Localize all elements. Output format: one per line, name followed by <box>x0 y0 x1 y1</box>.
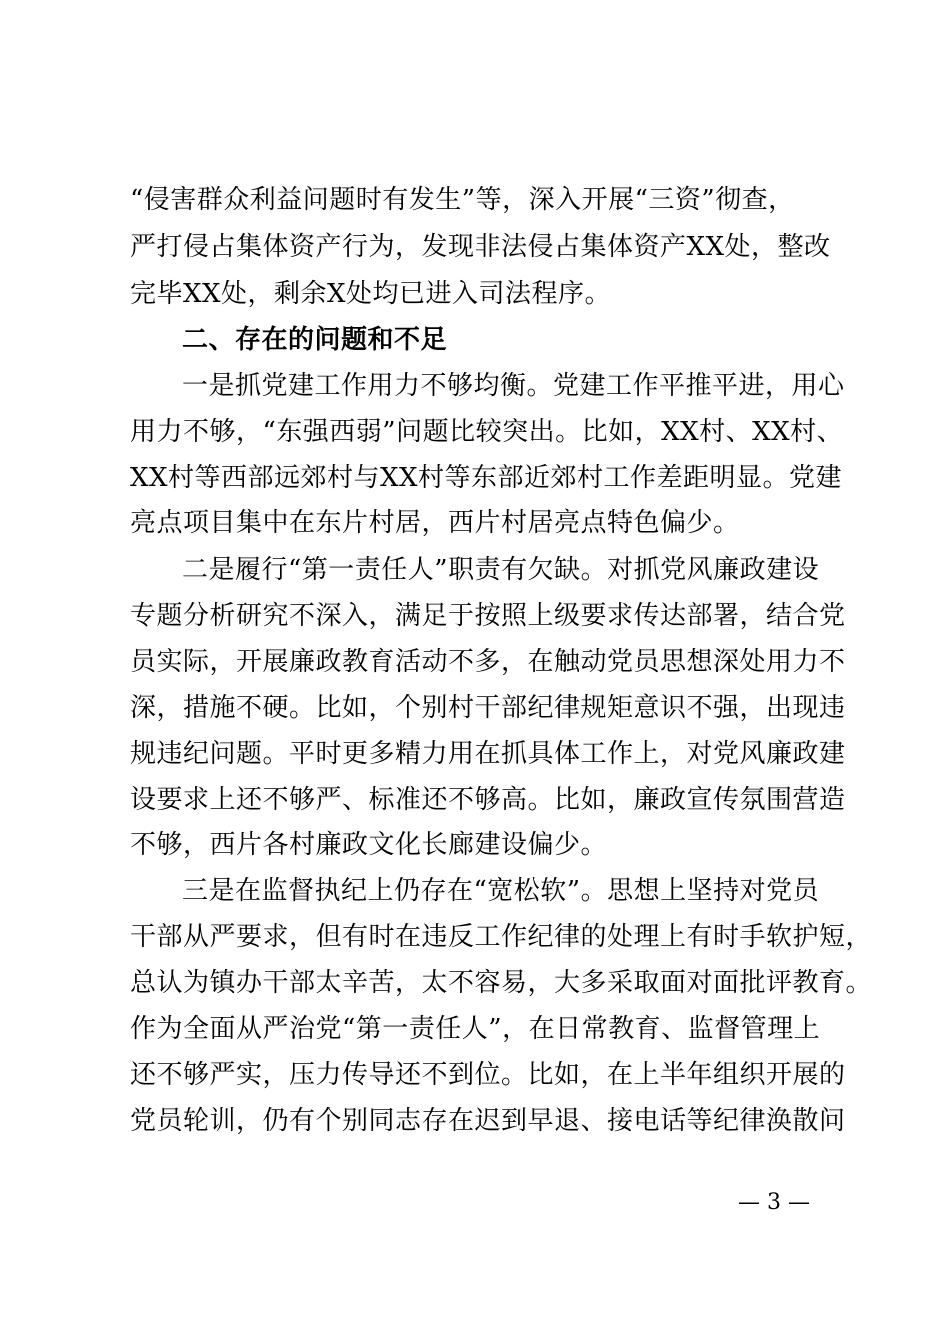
body-text-line: 党员轮训，仍有个别同志存在迟到早退、接电话等纪律涣散问 <box>130 1106 846 1136</box>
body-text-line: 设要求上还不够严、标准还不够高。比如，廉政宣传氛围营造 <box>130 785 846 815</box>
body-text-line: 专题分析研究不深入，满足于按照上级要求传达部署，结合党 <box>130 601 846 631</box>
body-text-line: 员实际，开展廉政教育活动不多，在触动党员思想深处用力不 <box>130 647 846 677</box>
body-text-line: 一是抓党建工作用力不够均衡。党建工作平推平进，用心 <box>182 371 845 401</box>
body-text-line: 三是在监督执纪上仍存在“宽松软”。思想上坚持对党员 <box>182 876 820 906</box>
body-text-line: 深，措施不硬。比如，个别村干部纪律规矩意识不强，出现违 <box>130 693 846 723</box>
body-text-line: 二是履行“第一责任人”职责有欠缺。对抓党风廉政建设 <box>182 555 820 585</box>
page-number: — 3 — <box>738 1190 810 1215</box>
body-text-line: 严打侵占集体资产行为，发现非法侵占集体资产XX处，整改 <box>130 232 831 262</box>
body-text-line: 不够，西片各村廉政文化长廊建设偏少。 <box>130 830 608 860</box>
body-text-line: 总认为镇办干部太辛苦，太不容易，大多采取面对面批评教育。 <box>130 968 873 998</box>
body-text-line: 完毕XX处，剩余X处均已进入司法程序。 <box>130 279 612 309</box>
body-text-line: 干部从严要求，但有时在违反工作纪律的处理上有时手软护短， <box>130 922 873 952</box>
body-text-line: 作为全面从严治党“第一责任人”，在日常教育、监督管理上 <box>130 1014 821 1044</box>
body-text-line: 规违纪问题。平时更多精力用在抓具体工作上，对党风廉政建 <box>130 739 846 769</box>
body-text-line: 亮点项目集中在东片村居，西片村居亮点特色偏少。 <box>130 508 740 538</box>
section-heading: 二、存在的问题和不足 <box>182 325 448 355</box>
body-text-line: 用力不够，“东强西弱”问题比较突出。比如，XX村、XX村、 <box>130 417 844 447</box>
body-text-line: “侵害群众利益问题时有发生”等，深入开展“三资”彻查， <box>130 185 795 215</box>
body-text-line: XX村等西部远郊村与XX村等东部近郊村工作差距明显。党建 <box>130 463 843 493</box>
body-text-line: 还不够严实，压力传导还不到位。比如，在上半年组织开展的 <box>130 1060 846 1090</box>
